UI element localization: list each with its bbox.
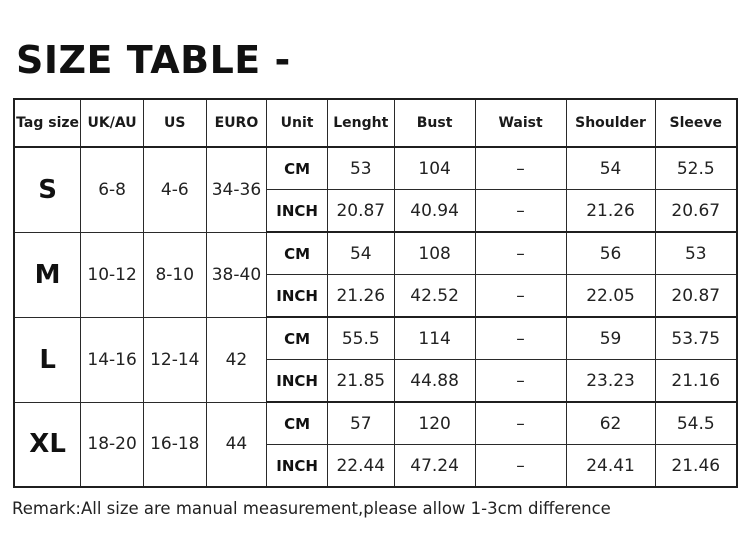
length-cell: 57 [327,402,394,445]
header-shoulder: Shoulder [566,99,655,147]
sleeve-cell: 20.87 [655,275,737,318]
us-cell: 16-18 [143,402,206,487]
uk-au-cell: 18-20 [81,402,144,487]
unit-cell: INCH [267,360,328,403]
table-row-xl-cm [14,402,737,445]
length-cell: 21.26 [327,275,394,318]
euro-cell: 38-40 [206,232,267,317]
waist-cell: – [475,147,566,190]
tag-size-cell: M [14,232,81,317]
header-sleeve: Sleeve [655,99,737,147]
waist-cell: – [475,190,566,233]
length-cell: 20.87 [327,190,394,233]
us-cell: 4-6 [143,147,206,232]
us-cell: 12-14 [143,317,206,402]
header-uk-au: UK/AU [81,99,144,147]
shoulder-cell: 56 [566,232,655,275]
shoulder-cell: 23.23 [566,360,655,403]
uk-au-cell: 14-16 [81,317,144,402]
waist-cell: – [475,445,566,488]
length-cell: 22.44 [327,445,394,488]
bust-cell: 47.24 [394,445,475,488]
remark-text: Remark:All size are manual measurement,please allow 1-3cm difference [12,499,611,518]
unit-cell: INCH [267,190,328,233]
bust-cell: 114 [394,317,475,360]
size-table [13,98,738,488]
bust-cell: 44.88 [394,360,475,403]
uk-au-cell: 6-8 [81,147,144,232]
waist-cell: – [475,275,566,318]
unit-cell: INCH [267,275,328,318]
table-row-l-cm [14,317,737,360]
bust-cell: 104 [394,147,475,190]
sleeve-cell: 21.46 [655,445,737,488]
sleeve-cell: 53.75 [655,317,737,360]
waist-cell: – [475,317,566,360]
length-cell: 53 [327,147,394,190]
bust-cell: 108 [394,232,475,275]
unit-cell: INCH [267,445,328,488]
unit-cell: CM [267,232,328,275]
shoulder-cell: 59 [566,317,655,360]
sleeve-cell: 20.67 [655,190,737,233]
bust-cell: 120 [394,402,475,445]
tag-size-cell: S [14,147,81,232]
waist-cell: – [475,402,566,445]
uk-au-cell: 10-12 [81,232,144,317]
sleeve-cell: 53 [655,232,737,275]
unit-cell: CM [267,147,328,190]
shoulder-cell: 54 [566,147,655,190]
euro-cell: 42 [206,317,267,402]
tag-size-cell: L [14,317,81,402]
waist-cell: – [475,232,566,275]
length-cell: 55.5 [327,317,394,360]
page-title: SIZE TABLE - [16,38,291,82]
sleeve-cell: 21.16 [655,360,737,403]
shoulder-cell: 21.26 [566,190,655,233]
tag-size-cell: XL [14,402,81,487]
euro-cell: 34-36 [206,147,267,232]
bust-cell: 42.52 [394,275,475,318]
sleeve-cell: 52.5 [655,147,737,190]
shoulder-cell: 22.05 [566,275,655,318]
header-unit: Unit [267,99,328,147]
sleeve-cell: 54.5 [655,402,737,445]
header-row [14,99,737,147]
table-row-m-cm [14,232,737,275]
header-length: Lenght [327,99,394,147]
us-cell: 8-10 [143,232,206,317]
header-euro: EURO [206,99,267,147]
header-us: US [143,99,206,147]
shoulder-cell: 24.41 [566,445,655,488]
header-waist: Waist [475,99,566,147]
unit-cell: CM [267,317,328,360]
unit-cell: CM [267,402,328,445]
shoulder-cell: 62 [566,402,655,445]
header-bust: Bust [394,99,475,147]
waist-cell: – [475,360,566,403]
header-tag-size: Tag size [14,99,81,147]
table-row-s-cm [14,147,737,190]
euro-cell: 44 [206,402,267,487]
bust-cell: 40.94 [394,190,475,233]
length-cell: 54 [327,232,394,275]
length-cell: 21.85 [327,360,394,403]
